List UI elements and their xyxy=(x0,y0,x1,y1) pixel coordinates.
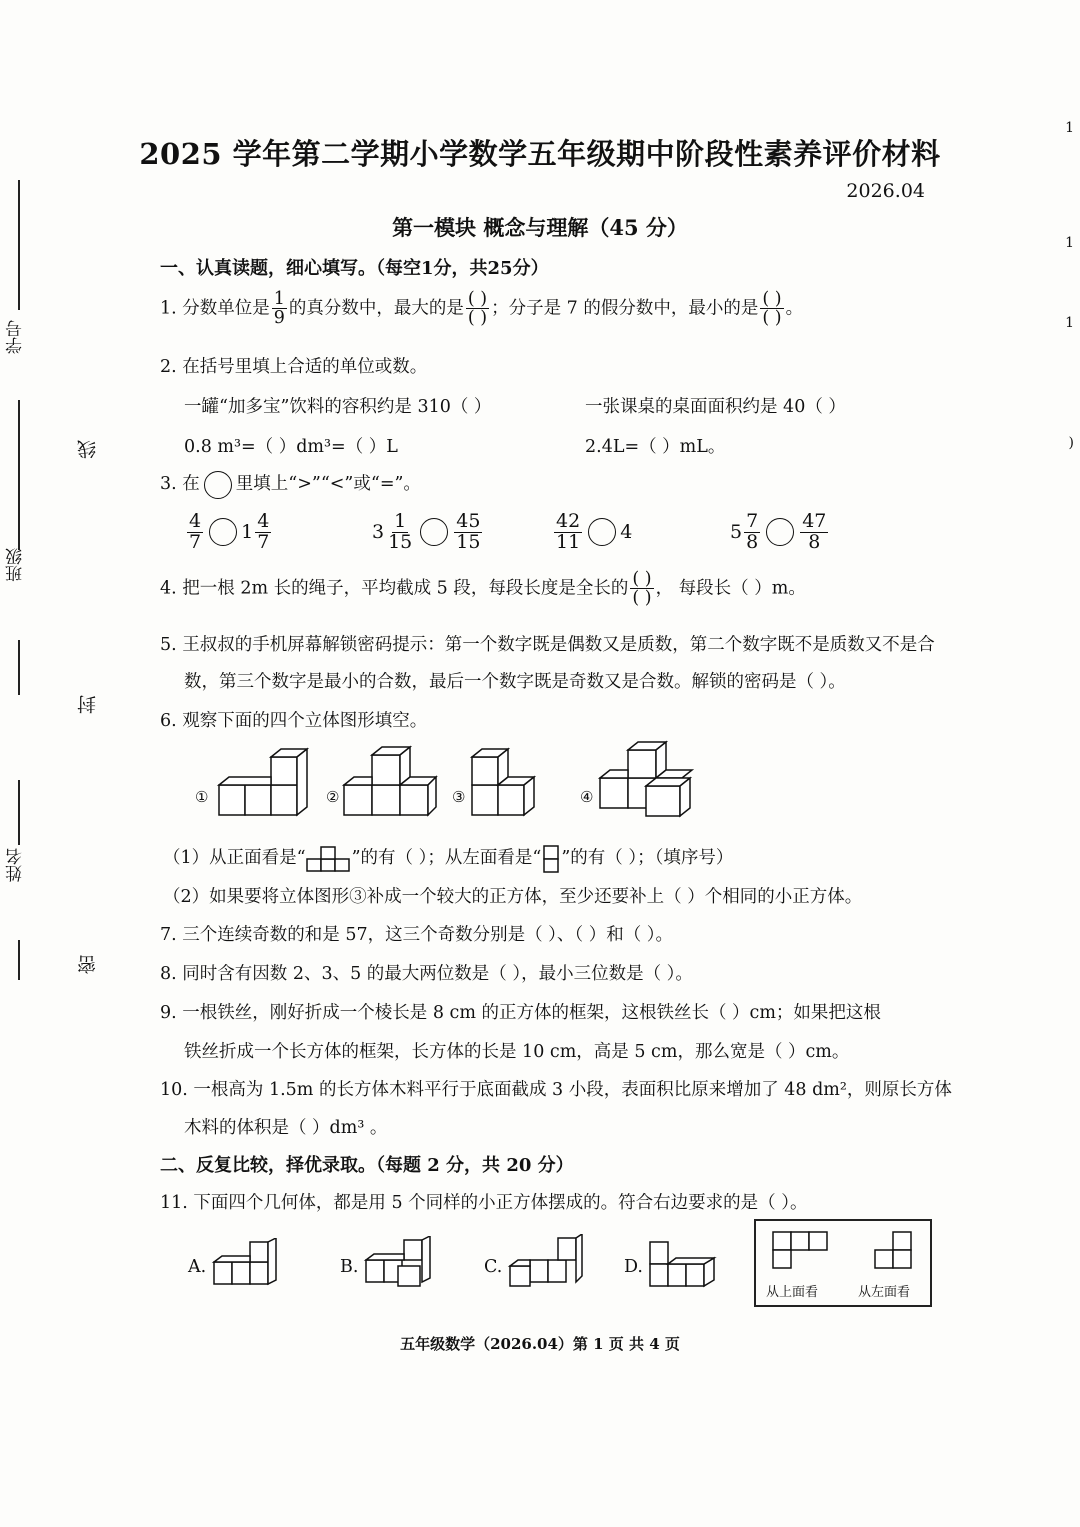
question-2-line1a[interactable]: 一罐“加多宝”饮料的容积约是 310（ ） xyxy=(184,397,492,417)
question-9-line1[interactable]: 9. 一根铁丝，刚好折成一个棱长是 8 cm 的正方体的框架，这根铁丝长（ ）cm；如果把这根 xyxy=(160,1003,881,1023)
edge-mark-1: 1 xyxy=(1065,120,1074,136)
left-view-shape-icon xyxy=(541,845,561,873)
seal-feng: 封 xyxy=(77,695,99,714)
question-2-line2a[interactable]: 0.8 m³=（ ）dm³=（ ）L xyxy=(184,437,398,457)
class-line xyxy=(18,400,20,550)
figure-label-2: ② xyxy=(326,788,340,806)
question-2-line1b[interactable]: 一张课桌的桌面面积约是 40（ ） xyxy=(585,397,846,417)
q1-blank-2[interactable]: $\frac{( )}{( )}$ xyxy=(762,289,782,329)
top-view-shape-icon xyxy=(772,1231,832,1275)
question-10-line1: 10. 一根高为 1.5m 的长方体木料平行于底面截成 3 小段，表面积比原来增加了 48 dm²，则原长方体 xyxy=(160,1080,952,1100)
exam-title: 2025 学年第二学期小学数学五年级期中阶段性素养评价材料 xyxy=(139,137,941,171)
option-a-label[interactable]: A. xyxy=(188,1257,207,1277)
seal-mi: 密 xyxy=(77,955,99,974)
solid-figure-2 xyxy=(340,745,440,820)
front-view-shape-icon xyxy=(306,846,352,872)
page-footer: 五年级数学（2026.04）第 1 页 共 4 页 xyxy=(400,1335,680,1353)
seal-xian: 线 xyxy=(77,440,99,459)
figure-label-1: ① xyxy=(195,788,209,806)
question-10-line2[interactable]: 木料的体积是（ ）dm³ 。 xyxy=(184,1118,388,1138)
view-requirement-box xyxy=(754,1219,932,1307)
student-id-label: 学号 xyxy=(6,320,26,354)
name-label: 姓名 xyxy=(6,848,26,882)
top-view-label: 从上面看 xyxy=(766,1285,819,1300)
question-8[interactable]: 8. 同时含有因数 2、3、5 的最大两位数是（ ），最小三位数是（ ）。 xyxy=(160,964,693,984)
option-b-label[interactable]: B. xyxy=(340,1257,359,1277)
edge-mark-3: 1 xyxy=(1065,315,1074,331)
question-11[interactable]: 11. 下面四个几何体，都是用 5 个同样的小正方体摆成的。符合右边要求的是（ ）。 xyxy=(160,1193,808,1213)
solid-figure-3 xyxy=(468,745,548,820)
option-d-label[interactable]: D. xyxy=(624,1257,643,1277)
option-a-figure[interactable] xyxy=(210,1238,285,1290)
option-d-figure[interactable] xyxy=(646,1238,724,1290)
separator-line xyxy=(18,640,20,695)
class-label: 班级 xyxy=(6,548,26,582)
q1-text-a: 1. 分数单位是 xyxy=(160,298,270,319)
compare-item-1: $\frac{4}{7}$ 1 $\frac{4}{7}$ xyxy=(189,510,270,553)
question-7[interactable]: 7. 三个连续奇数的和是 57，这三个奇数分别是（ ）、（ ）和（ ）。 xyxy=(160,925,674,945)
compare-item-3: $\frac{42}{11}$ 4 xyxy=(556,510,633,553)
left-view-label: 从左面看 xyxy=(858,1285,911,1300)
option-b-figure[interactable] xyxy=(362,1236,437,1290)
q1-text-b: 的真分数中，最大的是 xyxy=(288,298,464,319)
module-heading: 第一模块 概念与理解（45 分） xyxy=(392,215,688,240)
question-6-head: 6. 观察下面的四个立体图形填空。 xyxy=(160,711,428,731)
question-5-line1: 5. 王叔叔的手机屏幕解锁密码提示：第一个数字既是偶数又是质数，第二个数字既不是质数又不是合 xyxy=(160,635,935,655)
compare-circle-2[interactable] xyxy=(420,518,448,546)
edge-mark-4: ) xyxy=(1068,435,1074,451)
question-2-head: 2. 在括号里填上合适的单位或数。 xyxy=(160,357,428,377)
name-line xyxy=(18,780,20,845)
q1-blank-1[interactable]: $\frac{( )}{( )}$ xyxy=(467,289,488,329)
figure-label-4: ④ xyxy=(580,788,594,806)
compare-circle-1[interactable] xyxy=(209,518,237,546)
section1-heading: 一、认真读题，细心填写。（每空1分，共25分） xyxy=(160,258,549,279)
student-id-line xyxy=(18,180,20,310)
question-6-sub1: （1）从正面看是“ ”的有（ ）；从左面看是“ ”的有（ ）；（填序号） xyxy=(163,844,733,873)
question-4: 4. 把一根 2m 长的绳子，平均截成 5 段，每段长度是全长的 $\frac{( )}{( )}$ ， 每段长（ ）m。 xyxy=(160,569,806,609)
q4-fraction-blank[interactable]: $\frac{( )}{( )}$ xyxy=(632,569,652,609)
option-c-figure[interactable] xyxy=(506,1234,584,1290)
compare-circle-icon xyxy=(204,471,232,499)
bottom-line xyxy=(18,940,20,980)
section2-heading: 二、反复比较，择优录取。（每题 2 分，共 20 分） xyxy=(160,1155,574,1176)
option-c-label[interactable]: C. xyxy=(484,1257,503,1277)
question-6-sub2[interactable]: （2）如果要将立体图形③补成一个较大的正方体，至少还要补上（ ）个相同的小正方体。 xyxy=(163,887,863,907)
question-1 xyxy=(160,290,803,328)
left-view-requirement-icon xyxy=(872,1231,916,1275)
compare-circle-3[interactable] xyxy=(588,518,616,546)
edge-mark-2: 1 xyxy=(1065,235,1074,251)
question-3-head: 3. 在 里填上“>”“<”或“=”。 xyxy=(160,470,421,499)
question-2-line2b[interactable]: 2.4L=（ ）mL。 xyxy=(585,437,726,457)
compare-item-2: 3 $\frac{1}{15}$ $\frac{45}{15}$ xyxy=(372,510,481,553)
compare-item-4: 5 $\frac{7}{8}$ $\frac{47}{8}$ xyxy=(730,510,827,553)
figure-label-3: ③ xyxy=(452,788,466,806)
compare-circle-4[interactable] xyxy=(766,518,794,546)
fraction-1-9: $\frac{1}{9}$ xyxy=(273,289,285,329)
q1-text-c: ；分子是 7 的假分数中，最小的是 xyxy=(491,298,759,319)
solid-figure-4 xyxy=(596,740,696,822)
exam-date: 2026.04 xyxy=(846,180,925,202)
question-9-line2[interactable]: 铁丝折成一个长方体的框架，长方体的长是 10 cm，高是 5 cm，那么宽是（ ）cm。 xyxy=(184,1042,850,1062)
question-5-line2[interactable]: 数，第三个数字是最小的合数，最后一个数字既是奇数又是合数。解锁的密码是（ ）。 xyxy=(184,672,846,692)
q1-text-d: 。 xyxy=(785,298,804,319)
solid-figure-1 xyxy=(215,745,315,820)
